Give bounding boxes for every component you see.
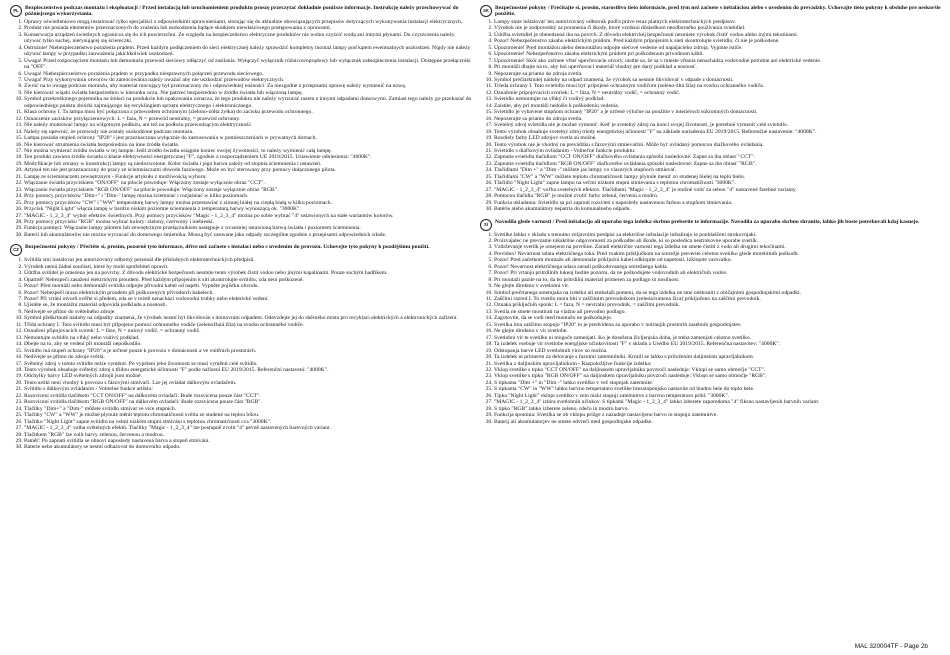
instruction-item: 14. Należy się upewnić, że przewody nie zostały uszkodzone podczas montażu.: [24, 129, 472, 135]
instruction-item: 15. Svetilka ima zaščitno stopnjo "IP20" in je predvidena za uporabo v notranjih prostorih zasebnih gospodinjstev.: [494, 322, 942, 328]
instruction-item: 6. Pozor! Nevarnost električnega udara zaradi poškodovanega omrežnega kabla.: [494, 264, 942, 270]
section-cz: [10, 244, 472, 451]
page-footer: MAL 320004TF - Page 2b: [854, 643, 928, 650]
instruction-item: 12. Označení připojovacích svorek: L = fáze, N = nulový vodič, = ochranný vodič.: [24, 328, 472, 334]
instruction-item: 23. Zapnutie svietidla tlačidlom "RGB ON/OFF" diaľkového ovládania spôsobí nasledovné: Zapne sa iba oblasť "RGB".: [494, 161, 942, 167]
instruction-item: 18. Ta izdelek vsebuje vir svetlobe energijske učinkovitosti "F" v skladu z Uredbo EU 2019/2015. Referenčna nastavitev: "4000K".: [494, 341, 942, 347]
language-flag-icon: SK: [480, 5, 492, 17]
instruction-item: 5. Uwaga! Przed rozpoczęciem montażu lub demontażu przewód sieciowy odłączyć od zasilania. Wyłączyć wyłącznik różnicowoprądowy lub wyłącznik zabezpieczenia instalacji. Dostępne przełączniki na "OFF".: [24, 58, 472, 71]
instruction-item: 13. Svetila ne smete montirati na vlažno ali prevodno podlago.: [494, 309, 942, 315]
instruction-item: 26. Tipka "Night Light" vklopi svetilko v zelo nizki stopnji zatemnitve z barvno temperaturo pribl. "3000K".: [494, 393, 942, 399]
instruction-item: 18. Ten produkt zawiera źródło światła o klasie efektywności energetycznej "F", zgodnie z rozporządzeniem UE 2019/2015. Ustawienie odniesienia: "4000K".: [24, 154, 472, 160]
instruction-item: 30. Baterie nebo akumulátory se nesmí odhazovat do domovního odpadu.: [24, 444, 472, 450]
instruction-item: 11. Klasa ochrony I. Ta lampa musi być połączona z przewodem ochronnym (zielono-żółta żyłka) do zacisku przewodu ochronnego.: [24, 109, 472, 115]
instruction-item: 7. Upozornenie! Skôr ako začnete vŕtať upevňovacie otvory, uistite sa, že sa v mieste vŕtania nenachádza vodovodné potrubie ani elektrické vedenie.: [494, 58, 942, 64]
instruction-item: 6. Pozor! Nebezpečí úrazu elektrickým proudem při poškozených přívodních kabelech.: [24, 290, 472, 296]
instruction-item: 2. Proizvajalec ne prevzame nikakršne odgovornosti za poškodbe ali škode, ki so posledica nestrokovne uporabe svetilk.: [494, 238, 942, 244]
instruction-item: 24. Tlačidlami "Dim +" a "Dim -" môžete jas lampy vo viacerých stupňoch stmievať.: [494, 167, 942, 173]
instruction-item: 23. Włączanie światła przyciskiem "RGB ON/OFF" na pilocie powoduje: Włączony zostaje wyłącznie obraz "RGB".: [24, 187, 472, 193]
instruction-item: 6. Uwaga! Niebezpieczeństwo porażenia prądem w przypadku niesprawnych połączeń przewodu sieciowego.: [24, 71, 472, 77]
instruction-item: 5. Upozornenie! Pred montážou alebo demontážou odpojte sieťové vedenie od napájacieho zdroja. Vypnite ističe.: [494, 45, 942, 51]
instruction-item: 19. Rozdiely farby LED zdrojov svetla sú možné.: [494, 135, 942, 141]
instruction-item: 30. Baterii lub akumulatorów nie można wyrzucać do domowego śmietnika. Muszą być usuwane jako odpady szczególne zgodnie z przepisami odpowiednich władz.: [24, 232, 472, 238]
instruction-item: 17. Světelný zdroj v tomto svítidle nelze vyměnit. Po vypršení jeho životnosti se musí vyměnit celé svítidlo.: [24, 361, 472, 367]
instruction-item: 27. "MAGIC - 1_2_3_4" wybór efektów świetlnych. Przy pomocy przycisków "Magic - 1_2_3_4" można po sobie wybrać "4" ustawionych na stałe wariantów kolorów.: [24, 213, 472, 219]
instruction-item: 14. Zaistite, aby pri montáži nedošlo k poškodeniu vedenia.: [494, 103, 942, 109]
section-sk: [480, 5, 942, 213]
language-flag-icon: CZ: [10, 244, 22, 256]
instruction-item: 1. Svetilke lahko v skladu s trenutno veljavnimi predpisi za električne inštalacije inštalirajo le pooblaščeni strokovnjaki.: [494, 232, 942, 238]
instruction-item: 29. Funkcia ukladania: Svietidlo sa pri zapnutí rozsvieti s naposledy nastavenou farbou a stupňom stmievania.: [494, 200, 942, 206]
instruction-item: 23. Rozsvícení svítidla tlačítkem "RGB ON/OFF" na dálkovém ovladači: Bude rozsvícena pouze část "RGB".: [24, 399, 472, 405]
instruction-item: 16. Ne glejte direktno v vir svetlobe.: [494, 328, 942, 334]
instruction-item: 3. Konserwacja urządzeń świetlnych ogranicza się do ich powierzchni. Ze względu na bezpieczeństwo elektryczne produktów nie wolno czyścić wodą ani innymi płynami. Do czyszczenia należy używać tylko suchej, nierysującej się ściereczki.: [24, 32, 472, 45]
instruction-item: 19. Modyfikacje lub zmiany w konstrukcji lampy są niedozwolone. Kolor światła i jego barwa zależy od stopnia ściemnienia i ustawień.: [24, 161, 472, 167]
section-heading: [480, 5, 942, 18]
instruction-item: 28. Przy pomocy przycisku "RGB" można wybrać kolory: zielony, czerwony i niebieski.: [24, 219, 472, 225]
instruction-item: 20. Ta izdelek ni primeren za delovanje s faznimi zatemnilniki. Krmili se lahko s priloženim daljinskim upravljalnikom.: [494, 354, 942, 360]
instruction-item: 3. Údržba svítidel je omezena jen na povrchy. Z důvodu elektrické bezpečnosti nesmíte tento výrobek čistit vodou nebo jinými kapalinami. Pouze suchým hadříkem.: [24, 270, 472, 276]
instruction-item: 25. Tlačidlami "CW" a "WW" môžete teplotu chromatičnosti lampy plynule meniť zo studenej bielej na teplú bielu.: [494, 174, 942, 180]
heading-text: Navodila glede varnosti / Pred inštalacijo ali uporabo tega izdelka skrbno preberite te informacije. Navodila za uporabo skrbno shranite, lahko jih boste potrebovali kdaj kasneje.: [495, 218, 920, 225]
instruction-list: [480, 19, 942, 213]
instruction-item: 13. Nemontujte svítidlo na vlhký nebo vodivý podklad.: [24, 335, 472, 341]
instruction-item: 8. Zwróć na to uwagę podczas montażu, aby materiał mocujący był przeznaczony do i odpowiedniej nośności. Za niezgodne z przepisami oprawę należy wymienić na nową.: [24, 83, 472, 89]
heading-text: Bezpečnostní pokyny / Přečtěte si, prosím, pozorně tyto informace, dříve než začnete s instalací nebo s uvedením do provozu. Uchovejte tyto pokyny k pozdějšímu použití.: [25, 244, 430, 251]
instruction-item: 4. Opatrně! Nebezpečí zasažení elektrickým proudem. Před každým připojením k síti zkontrolujte svítidlo, zda není poškozené.: [24, 277, 472, 283]
instruction-item: 7. Pozor! Pri vrtanju pritrdilnih lukenj bodite pozorni, da ne poškodujete vodovodnih ali električnih vodov.: [494, 270, 942, 276]
instruction-item: 24. Tlačítky "Dim+" a "Dim-" můžete svítidlo stmívat ve více stupních.: [24, 406, 472, 412]
instruction-item: 4. Previdno! Nevarnost udara električnega toka. Pred vsakim priključkom na omrežje preverite celotno svetilko glede morebitnih poškodb.: [494, 251, 942, 257]
instruction-item: 19. Odstopanja barve LED svetlobnih virov so možna.: [494, 348, 942, 354]
section-pl: [10, 5, 472, 238]
instruction-item: 27. "MAGIC - 1_2_3_4" voľba svetelných efektov. Tlačidlami "Magic - 1_2_3_4" je možné voliť za sebou "4" nastavené farebné varianty.: [494, 187, 942, 193]
instruction-list: [10, 19, 472, 238]
instruction-item: 8. Pri montaži pazite na to, da bo pritrdilni material primeren za podlago in nosilnost.: [494, 277, 942, 283]
instruction-item: 14. Dbejte na to, aby se vedení při montáži nepoškodilo.: [24, 341, 472, 347]
instruction-item: 9. Nedívejte se přímo do světelného zdroje.: [24, 309, 472, 315]
instruction-item: 11. Trieda ochrany I. Toto svietidlo musí byť pripojené ochranným vodičom (zeleno-žltá žila) na svorku ochranného vodiča.: [494, 83, 942, 89]
instruction-item: 28. Tlačítkem "RGB" lze volit barvy zelenou, červenou a modrou.: [24, 432, 472, 438]
instruction-item: 30. Batérie alebo akumulátory nepatria do komunálneho odpadu.: [494, 206, 942, 212]
instruction-item: 27. "MAGIC - 1_2_3_4" izbira svetlobnih učinkov. S tipkami "Magic - 1_2_3_4" lahko izberete zaporedoma "4" fiksno nastavljenih barvnih variant.: [494, 399, 942, 405]
instruction-item: 10. Symbol prečiarknutej nádoby na odpad znamená, že výrobok sa nesmie likvidovať v odpade z domácnosti.: [494, 77, 942, 83]
instruction-item: 4. Pozor! Nebezpečenstvo zásahu elektrickým prúdom. Pred každým pripojením k sieti skontrolujte svietidlo, či nie je poškodené.: [494, 38, 942, 44]
instruction-item: 20. Tento výrobok nie je vhodný na prevádzku s fázovými stmievačmi. Môže byť ovládaný pomocou diaľkového ovládania.: [494, 142, 942, 148]
instruction-list: [10, 257, 472, 451]
right-column: [480, 5, 942, 431]
instruction-item: 28. S tipko "RGB" lahko izberete zeleno, rdečo in modro barvo.: [494, 406, 942, 412]
instruction-item: 9. Ne glejte direktno v svetlobni vir.: [494, 283, 942, 289]
instruction-item: 25. Przy pomocy przycisków "CW" i "WW" temperaturę barwy lampy można przestawiać z zimnej białej na ciepłą białą w kilku poziomach.: [24, 200, 472, 206]
instruction-item: 1. Svítidla smí instalovat jen autorizovaný odborný personál dle příslušných elektrotechnických předpisů.: [24, 257, 472, 263]
instruction-item: 8. Ujistěte se, že montážní materiál odpovídá podkladu a nosnosti.: [24, 302, 472, 308]
instruction-item: 22. Vklop svetilke s tipko "CCT ON/OFF" na daljinskem upravljalniku povzroči naslednje: Vklopi se samo območje "CCT".: [494, 367, 942, 373]
instruction-item: 25. S tipkama "CW" in "WW" lahko barvno temperaturo svetilke brezstopenjsko nastavite od hladno bele do toplo bele.: [494, 386, 942, 392]
instruction-item: 22. Rozsvícení svítidla tlačítkem "CCT ON/OFF" na dálkovém ovladači: Bude rozsvícena pouze část "CCT".: [24, 393, 472, 399]
instruction-item: 30. Baterij ali akumulatorjev ne smete odvreči med gospodinjske odpadke.: [494, 419, 942, 425]
instruction-item: 15. Svietidlo je vybavené stupňom ochrany "IP20" a je určené výlučne na použitie v interiéroch súkromných domácností.: [494, 109, 942, 115]
instruction-item: 28. Pomocou tlačidla "RGB" je možné zvoliť farby zelenú, červenú a modrú.: [494, 193, 942, 199]
instruction-item: 21. Svetilka z daljinskim upravljalnikom - Razpoložljive funkcije izdelka:: [494, 361, 942, 367]
instruction-item: 11. Třída ochrany I. Toto svítidlo musí být připojeno pomocí ochranného vodiče (zelenožlutá žíla) na svorku ochranného vodiče.: [24, 322, 472, 328]
instruction-item: 17. Svetlobni vir te svetilke ni mogoče zamenjati. Ko je dosežena življenjska doba, je treba zamenjati celotno svetilko.: [494, 335, 942, 341]
instruction-item: 24. S tipkama "Dim +" in "Dim -" lahko svetilko v več stopnjah zatemnite.: [494, 380, 942, 386]
instruction-item: 2. Produkt nie posiada elementów przeznaczonych do zrażenia lub uszkodzenia bądące skutkiem niewłaściwego postępowania z oprawami.: [24, 25, 472, 31]
instruction-item: 26. Tlačítko "Night Light" zapne svítidlo na velmi nízkém stupni stmívání s teplotou chromatičnosti cca "3000K".: [24, 419, 472, 425]
instruction-item: 26. Przycisk "Night Light" włącza lampę w bardzo niskim poziomie ściemnienia z temperaturą barwy wynoszącą ok. "3000K".: [24, 206, 472, 212]
instruction-item: 6. Upozornenie! Nebezpečenstvo zásahu elektrickým prúdom pri poškodenom prívodnom kábli.: [494, 51, 942, 57]
instruction-item: 10. Symbol przekreślonego pojemnika na śmieci na produkcie lub opakowaniu oznacza, że tego produktu nie należy wyrzucać razem z innymi odpadami domowymi. Zamiast tego należy go przekazać do odpowiedniego punktu zbiórki zajmującego się recyklingiem sprzętu elektrycznego i elektronicznego.: [24, 96, 472, 109]
instruction-item: 27. "MAGIC - 1_2_3_4" volba světelných efektů. Tlačítky "Magic - 1_2_3_4" lze postupně zvolit "4" pevně nastavených barevných variant.: [24, 425, 472, 431]
instruction-item: 29. Funkcija spomina: Svetilka se ob vklopu prižge z nazadnje nastavljeno barvo in stopnjo zatemnitve.: [494, 412, 942, 418]
instruction-item: 3. Vzdrževanje svetilk je omejeno na površine. Zaradi električne varnosti tega izdelka ne smete čistiti z vodo ali drugimi tekočinami.: [494, 244, 942, 250]
instruction-item: 21. Svítidlo s dálkovým ovládáním - Volitelné funkce artiklu:: [24, 386, 472, 392]
instruction-item: 7. Pozor! Při vrtání otvorů ověřte si předem, zda se v místě nenachází vodovodní trubky nebo elektrické vedení.: [24, 296, 472, 302]
instruction-item: 12. Označenie pripojovacích svoriek: L = fáza, N = neutrálny vodič, = ochranný vodič.: [494, 90, 942, 96]
instruction-item: 4. Ostrożnie! Niebezpieczeństwo porażenia prądem. Przed każdym podłączeniem do sieci elektrycznej należy sprawdzić kompletny montaż lampy pod kątem ewentualnych uszkodzeń. Nigdy nie należy używać lampy w przypadku zauważenia jakichkolwiek uszkodzeń.: [24, 45, 472, 58]
instruction-item: 16. Nepozerajte sa priamo do zdroja svetla.: [494, 116, 942, 122]
language-flag-icon: SI: [480, 219, 492, 231]
language-flag-icon: PL: [10, 5, 22, 17]
instruction-item: 9. Nepozerajte sa priamo do zdroja svetla.: [494, 71, 942, 77]
instruction-item: 21. Lampę ze ściemniaczem zewnętrznym - Funkcje artykułu z możliwością wyboru:: [24, 174, 472, 180]
instruction-item: 3. Údržba svietidiel je obmedzená iba na povrch. Z dôvodu elektrickej bezpečnosti nesmiete výrobok čistiť vodou alebo inými tekutinami.: [494, 32, 942, 38]
instruction-item: 16. Nedívejte se přímo do zdroje světla.: [24, 354, 472, 360]
heading-text: Bezpieczeństwo podczas montażu i eksploatacji / Przed instalacją lub uruchomieniem produktu proszę przeczytać dokładnie poniższe informacje. Instrukcję należy przechowywać do późniejszego wykorzystania.: [25, 5, 459, 18]
section-si: [480, 219, 942, 426]
heading-text: Bezpečnostné pokyny / Prečítajte si, prosím, starostlivo tieto informácie, pred tým než začnete s inštaláciou alebo s uvedením do prevádzky. Uchovajte tieto pokyny k obsluhe pre neskoršie použitie.: [495, 5, 941, 18]
instruction-item: 12. Oznaczenie zacisków przyłączeniowych: L = faza, N = przewód neutralny, = przewód ochronny.: [24, 116, 472, 122]
instruction-item: 21. Svietidlo s diaľkovým ovládaním - Voliteľné funkcie produktu:: [494, 148, 942, 154]
instruction-item: 13. Nie należy montować lampy na wilgotnym podłożu, ani też na podłożu przewodzącym elektryczność.: [24, 122, 472, 128]
instruction-item: 5. Pozor! Pred začetkom montaže ali demontaže priključni kabel odklopite od napetosti. Izklopite varovalko.: [494, 257, 942, 263]
instruction-item: 17. Svetelný zdroj svietidla nie je možné vymeniť. Keď je svetelný zdroj na konci svojej životnosti, je potrebné vymeniť celé svietidlo.: [494, 122, 942, 128]
instruction-item: 2. Výrobek nemá žádné součásti, které by mohl spotřebitel opravit.: [24, 264, 472, 270]
instruction-item: 24. Przy pomocy przycisków "Dim+" i "Dim-" lampę można ściemniać i rozjaśniać w kilku poziomach.: [24, 193, 472, 199]
instruction-item: 25. Tlačítky "CW" a "WW" je možné plynule měnit teplotu chromatičnosti světla ze studené na teplou bílou.: [24, 412, 472, 418]
instruction-list: [480, 232, 942, 426]
instruction-item: 17. Nie można wymienić źródła światła w tej lampie. Jeśli źródło światła osiągnie koniec swojej żywotności, to należy wymienić całą lampę.: [24, 148, 472, 154]
instruction-item: 14. Zagotovite, da se vodi med montažo ne poškodujejo.: [494, 315, 942, 321]
instruction-item: 26. Tlačidlo "Night Light" zapne lampu na veľmi nízkom stupni stmievania s teplotou chromatičnosti "3000K".: [494, 180, 942, 186]
instruction-item: 12. Oznaka priključnih sponk: L = faza, N = nevtralni prevodnik, = zaščitni prevodnik.: [494, 302, 942, 308]
instruction-item: 20. Tento artikl není vhodný k provozu s fázovými stmívači. Lze jej ovládat dálkovým ovladačem.: [24, 380, 472, 386]
instruction-item: 1. Lampy smie inštalovať len autorizovaný odborník podľa práve teraz platných elektrotechnických predpisov.: [494, 19, 942, 25]
section-heading: [480, 219, 942, 231]
instruction-item: 2. Výrobok nie je zodpovedný za poranenia či škody, ktoré vzniknú dôsledkom neodborného používania svietidiel.: [494, 25, 942, 31]
instruction-item: 5. Pozor! Před montáží nebo demontáží svítidla odpojte přívodní kabel od napětí. Vypněte pojistku obvodu.: [24, 283, 472, 289]
instruction-item: 11. Zaščitni razred I. To svetilo mora biti z zaščitnim prevodnikom (zelena/rumena žica) priključeno na zaščitni prevodnik.: [494, 296, 942, 302]
instruction-item: 22. Włączanie światła przyciskiem "ON/OFF" na pilocie powoduje: Włączony zostaje wyłącznie obraz "CCT".: [24, 180, 472, 186]
instruction-item: 15. Lampa posiada stopień ochrony "IP20" i jest przeznaczona wyłącznie do zastosowania w pomieszczeniach w prywatnych domach.: [24, 135, 472, 141]
instruction-item: 18. Tento výrobek obsahuje světelný zdroj s třídou energetické účinnosti "F" podle nařízení EU 2019/2015. Referenční nastavení: "4000K".: [24, 367, 472, 373]
section-heading: [10, 5, 472, 18]
instruction-item: 15. Svítidlo má stupeň ochrany "IP20" a je určené pouze k provozu v domácnosti a ve vnitřních prostorách.: [24, 348, 472, 354]
section-heading: [10, 244, 472, 256]
instruction-item: 10. Symbol přeškrtnuté nádoby na odpadky znamená, že výrobek nesmí být likvidován s domovním odpadem. Odevzdejte jej do sběrného místa pro recyklaci elektrických a elektronických zařízení.: [24, 315, 472, 321]
instruction-item: 10. Simbol prečrtanega smetnjaka na izdelku ali embalaži pomeni, da se tega izdelka ne sme odstraniti z običajnimi gospodinjskimi odpadki.: [494, 290, 942, 296]
instruction-item: 13. Svietidlo nemontujte na vlhký či vodivý podklad.: [494, 96, 942, 102]
instruction-item: 23. Vklop svetilke s tipko "RGB ON/OFF" na daljinskem upravljalniku povzroči naslednje: Vklopi se samo območje "RGB".: [494, 373, 942, 379]
instruction-item: 29. Funkcja pamięci: Włączanie lampy pilotem lub zewnętrznym przełącznikiem następuje z wcześniej ustawioną barwą światła i poziomem ściemnienia.: [24, 225, 472, 231]
instruction-item: 16. Nie kierować strumienia światła bezpośrednio na inne źródła światła.: [24, 142, 472, 148]
left-column: [10, 5, 472, 457]
instruction-item: 1. Oprawy oświetleniowe mogą instalować tylko specjaliści z odpowiednimi uprawnieniami, stosując się do aktualnie obowiązujących przepisów dotyczących wykonywania instalacji elektrycznych.: [24, 19, 472, 25]
instruction-item: 9. Nie kierować wiązki światła bezpośrednio w kierunku oczu. Nie patrzeć bezpośrednio w źródło światła lub włączoną lampę.: [24, 90, 472, 96]
instruction-item: 7. Uwaga! Przy wykonywaniu otworów do zamocowania należy uważać aby nie uszkodzić przewodów elektrycznych.: [24, 77, 472, 83]
instruction-item: 29. Paměť: Po zapnutí svítidla se obnoví naposledy nastavená barva a stupeň stmívání.: [24, 438, 472, 444]
instruction-item: 19. Odchylky barvy LED světelných zdrojů jsou možné.: [24, 373, 472, 379]
instruction-item: 8. Pri montáži dbajte na to, aby bol upevňovací materiál vhodný pre daný podklad a nosnosť.: [494, 64, 942, 70]
instruction-item: 18. Tento výrobok obsahuje svetelný zdroj triedy energetickej účinnosti "F" na základe nariadenia EU 2019/2015. Referenčné nastavenie: "4000K".: [494, 129, 942, 135]
instruction-item: 20. Artykuł ten nie jest przeznaczony do pracy ze ściemniaczami obwodu fazowego. Może on być sterowany przy pomocy dołączonego pilota.: [24, 167, 472, 173]
instruction-item: 22. Zapnutie svietidla tlačidlom "CCT ON/OFF" diaľkového ovládania spôsobí nasledovné: Zapne sa iba oblasť "CCT".: [494, 154, 942, 160]
